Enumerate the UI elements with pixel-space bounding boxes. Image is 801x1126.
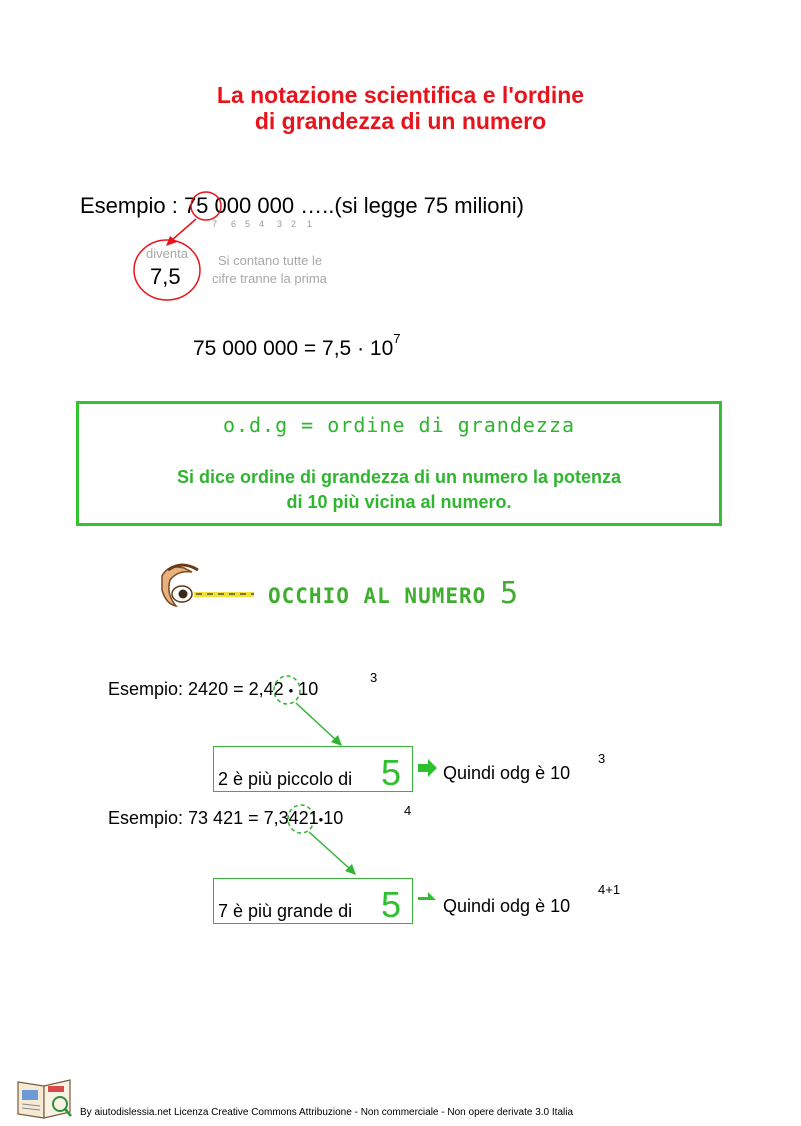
example-3-exp: 4 bbox=[404, 803, 412, 818]
digit-count: 4 bbox=[259, 219, 265, 229]
becomes-label: diventa bbox=[146, 246, 188, 261]
definition-text-2: di 10 più vicina al numero. bbox=[286, 492, 512, 512]
example-2-text: Esempio: 2420 = 2,42 bbox=[108, 679, 284, 699]
right-arrow-icon-3 bbox=[418, 892, 437, 900]
comparison-box-2 bbox=[213, 746, 413, 792]
definition-text-1: Si dice ordine di grandezza di un numero la potenza bbox=[176, 467, 622, 487]
definition-heading: o.d.g = ordine di grandezza bbox=[222, 413, 576, 437]
green-arrow-2 bbox=[296, 703, 336, 740]
digit-count: 1 bbox=[307, 219, 313, 229]
example-3-line bbox=[108, 808, 343, 829]
digit-count: 5 bbox=[245, 219, 251, 229]
digit-count: 7 bbox=[212, 219, 218, 229]
result-2-exp: 3 bbox=[598, 751, 606, 766]
note-line-1: Si contano tutte le bbox=[218, 253, 323, 268]
example-1-prefix: Esempio : bbox=[80, 193, 184, 218]
book-logo-icon bbox=[16, 1076, 74, 1120]
result-3: Quindi odg è 10 bbox=[443, 896, 571, 916]
example-1-rest: 000 000 …..(si legge 75 milioni) bbox=[208, 193, 524, 218]
digit-count: 6 bbox=[231, 219, 237, 229]
comparison-five-2: 5 bbox=[381, 752, 402, 793]
example-1-circled-digits: 75 bbox=[183, 193, 209, 218]
right-arrow-icon-2 bbox=[418, 759, 437, 777]
green-arrow-3 bbox=[309, 832, 350, 869]
comparison-text-3: 7 è più grande di bbox=[218, 901, 353, 921]
watch-number: 5 bbox=[499, 576, 520, 611]
result-3-exp: 4+1 bbox=[598, 882, 621, 897]
comparison-box-3 bbox=[213, 878, 413, 924]
example-3-dot: • bbox=[318, 812, 324, 827]
example-2-dot: • bbox=[288, 683, 294, 698]
digit-count: 3 bbox=[277, 219, 283, 229]
watch-label-text: OCCHIO AL NUMERO bbox=[268, 584, 487, 608]
example-3-text: Esempio: 73 421 = 7,3421 bbox=[108, 808, 319, 828]
digit-count: 2 bbox=[291, 219, 297, 229]
example-3-base: 10 bbox=[323, 808, 344, 828]
page-title-line-1: La notazione scientifica e l'ordine bbox=[216, 82, 585, 108]
comparison-text-2: 2 è più piccolo di bbox=[218, 769, 353, 789]
note-line-2: cifre tranne la prima bbox=[212, 271, 327, 286]
footer-license: By aiutodislessia.net Licenza Creative Commons Attribuzione - Non commerciale - Non opere derivate 3.0 Italia bbox=[80, 1107, 574, 1118]
comparison-five-3: 5 bbox=[381, 884, 402, 925]
example-2-base: 10 bbox=[298, 679, 319, 699]
dashed-circle-2 bbox=[274, 676, 300, 704]
becomes-value: 7,5 bbox=[150, 264, 181, 289]
page-title-line-2: di grandezza di un numero bbox=[254, 108, 547, 134]
equation-text: 75 000 000 = 7,5 · 10 bbox=[193, 337, 394, 360]
equation-exponent: 7 bbox=[393, 331, 401, 346]
example-2-exp: 3 bbox=[370, 670, 378, 685]
result-2: Quindi odg è 10 bbox=[443, 763, 571, 783]
